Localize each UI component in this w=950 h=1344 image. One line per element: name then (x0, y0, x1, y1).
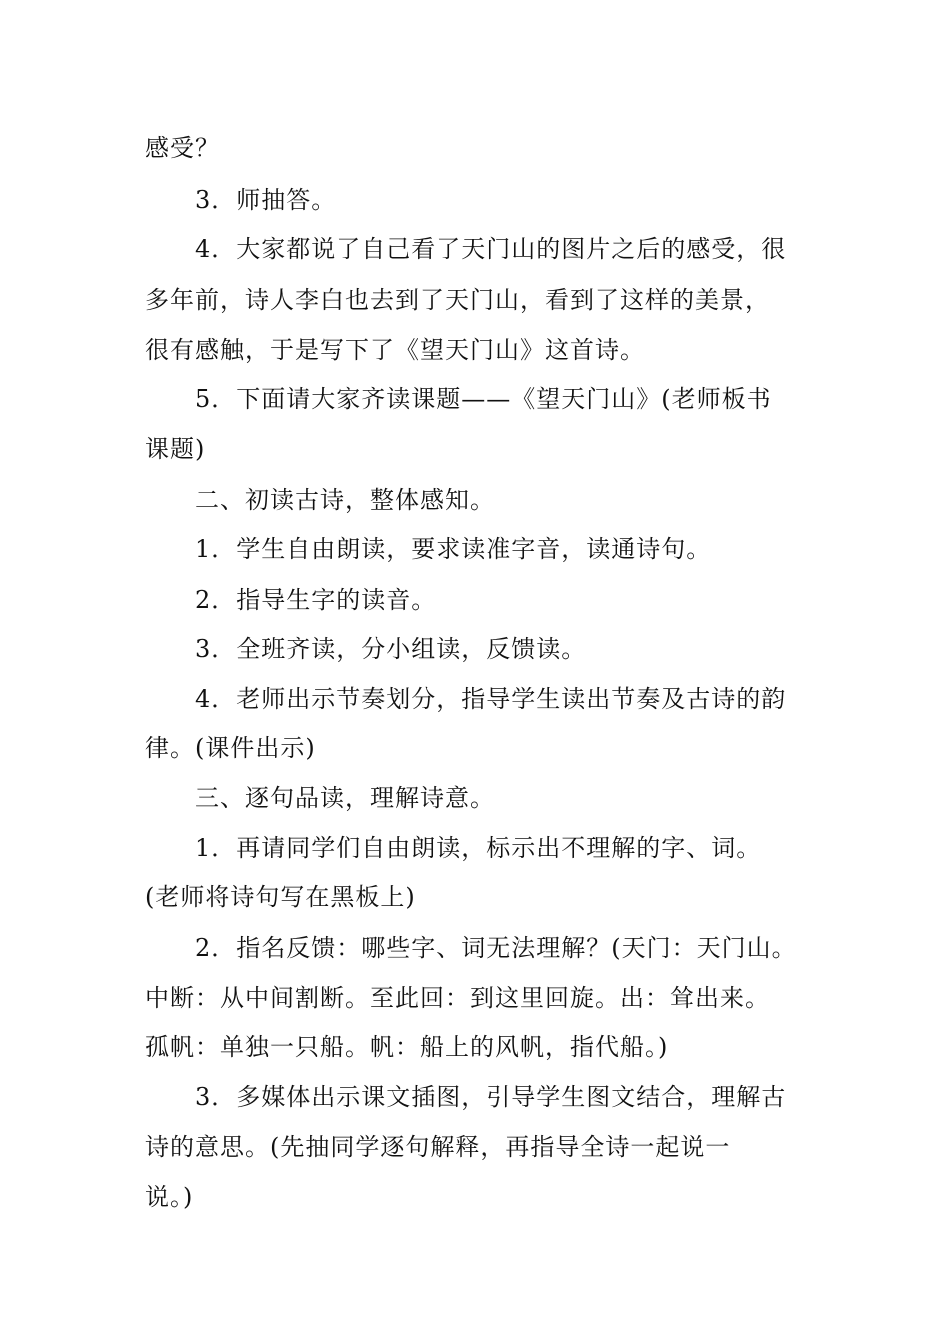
text-line: 很有感触，于是写下了《望天门山》这首诗。 (145, 336, 645, 364)
text-line: 3．全班齐读，分小组读，反馈读。 (195, 635, 587, 663)
text-line: 2．指名反馈：哪些字、词无法理解？(天门：天门山。 (195, 934, 797, 962)
section-heading: 二、初读古诗，整体感知。 (195, 486, 495, 514)
text-line: 2．指导生字的读音。 (195, 586, 437, 614)
text-line: 律。(课件出示) (145, 734, 316, 762)
text-line: 中断：从中间割断。至此回：到这里回旋。出：耸出来。 (145, 984, 770, 1012)
text-line: 多年前，诗人李白也去到了天门山，看到了这样的美景， (145, 286, 770, 314)
text-line: 4．老师出示节奏划分，指导学生读出节奏及古诗的韵 (195, 685, 787, 713)
text-line: 3．师抽答。 (195, 186, 337, 214)
text-line: 1．学生自由朗读，要求读准字音，读通诗句。 (195, 535, 712, 563)
text-line: 1．再请同学们自由朗读，标示出不理解的字、词。 (195, 834, 762, 862)
text-line: 孤帆：单独一只船。帆：船上的风帆，指代船。) (145, 1033, 669, 1061)
section-heading: 三、逐句品读，理解诗意。 (195, 784, 495, 812)
text-line: 说。) (145, 1183, 194, 1211)
text-line: 感受？ (145, 134, 220, 162)
text-line: 课题) (145, 435, 206, 463)
text-line: 5．下面请大家齐读课题——《望天门山》(老师板书 (195, 385, 772, 413)
text-line: (老师将诗句写在黑板上) (145, 883, 416, 911)
text-line: 诗的意思。(先抽同学逐句解释，再指导全诗一起说一 (145, 1133, 731, 1161)
text-line: 3．多媒体出示课文插图，引导学生图文结合，理解古 (195, 1083, 787, 1111)
text-line: 4．大家都说了自己看了天门山的图片之后的感受，很 (195, 235, 787, 263)
